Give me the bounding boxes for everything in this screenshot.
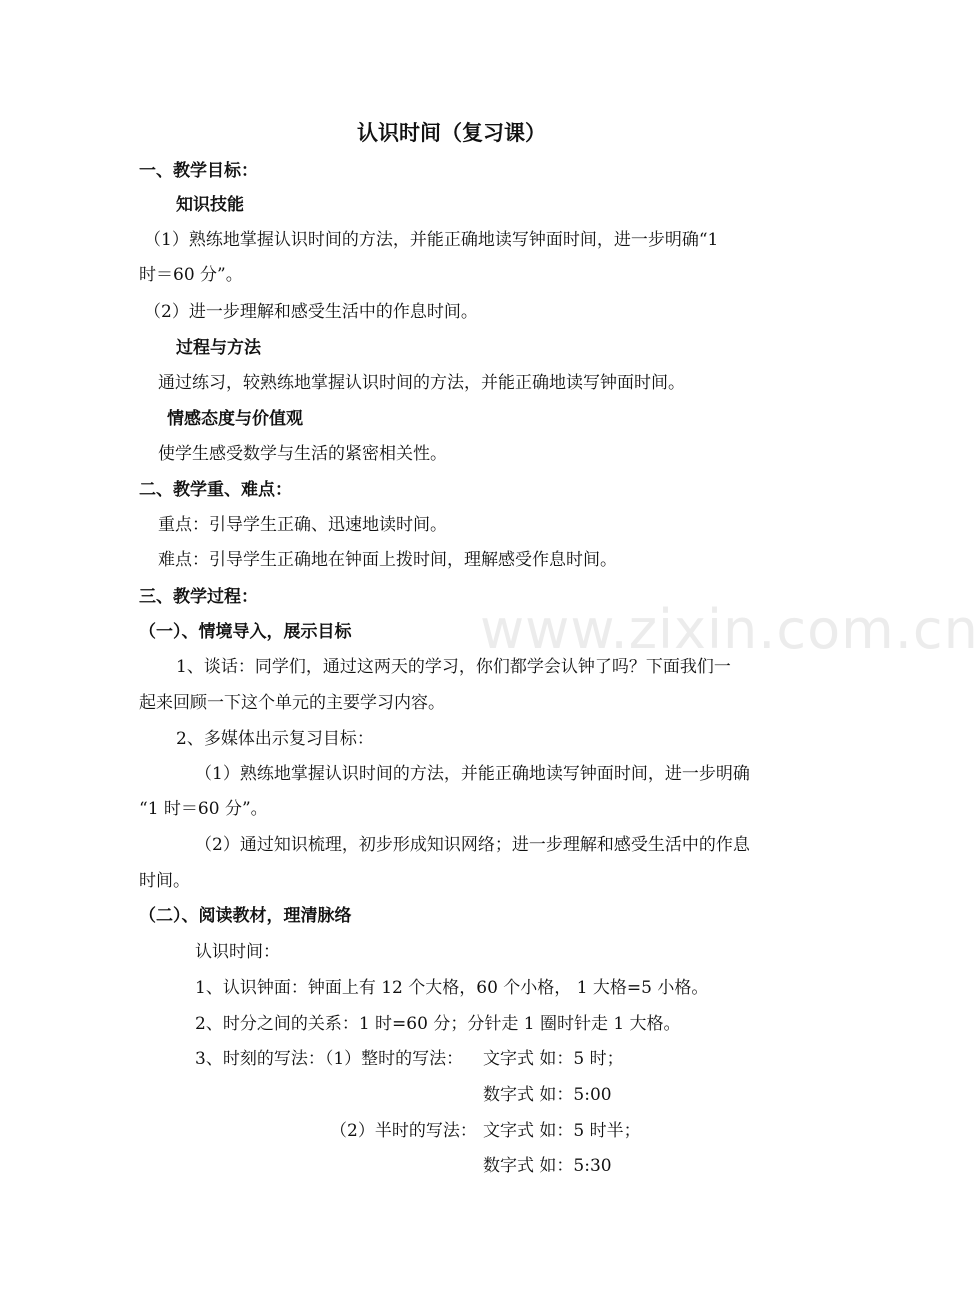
hour-minute-relation-item: 2、时分之间的关系：1 时=60 分；分针走 1 圈时针走 1 大格。	[195, 1014, 681, 1034]
subheading-emotion: 情感态度与价值观	[167, 409, 303, 429]
talk-line-1: 1、谈话：同学们，通过这两天的学习，你们都学会认钟了吗？下面我们一	[176, 657, 731, 677]
part-2-heading: （二）、阅读教材，理清脉络	[139, 906, 352, 926]
page-title: 认识时间（复习课）	[357, 121, 546, 145]
time-writing-prefix: 3、时刻的写法：（1）整时的写法：	[195, 1049, 464, 1069]
emotion-text: 使学生感受数学与生活的紧密相关性。	[158, 444, 447, 464]
subheading-knowledge: 知识技能	[176, 195, 244, 215]
talk-line-2: 起来回顾一下这个单元的主要学习内容。	[139, 693, 445, 713]
review-goal-2-line-1: （2）通过知识梳理，初步形成知识网络；进一步理解和感受生活中的作息	[195, 835, 750, 855]
half-hour-digital-form: 数字式 如：5:30	[483, 1156, 612, 1176]
whole-hour-digital-form: 数字式 如：5:00	[483, 1085, 612, 1105]
watermark: www.zixin.com.cn	[480, 598, 979, 661]
knowledge-item-1-line-1: （1）熟练地掌握认识时间的方法，并能正确地读写钟面时间，进一步明确“1	[144, 230, 719, 250]
section-heading-process: 三、教学过程：	[139, 587, 258, 607]
review-goal-1-line-1: （1）熟练地掌握认识时间的方法，并能正确地读写钟面时间，进一步明确	[195, 764, 750, 784]
review-goal-2-line-2: 时间。	[139, 871, 190, 891]
half-hour-text-form: 文字式 如：5 时半；	[483, 1121, 641, 1141]
half-hour-prefix: （2）半时的写法：	[330, 1121, 477, 1141]
recognize-time-label: 认识时间：	[195, 942, 280, 962]
key-point-text: 重点：引导学生正确、迅速地读时间。	[158, 515, 447, 535]
section-heading-goals: 一、教学目标：	[139, 161, 258, 181]
review-goal-1-line-2: “1 时＝60 分”。	[139, 799, 268, 819]
knowledge-item-1-line-2: 时＝60 分”。	[139, 265, 243, 285]
process-text: 通过练习，较熟练地掌握认识时间的方法，并能正确地读写钟面时间。	[158, 373, 685, 393]
clock-face-item: 1、认识钟面：钟面上有 12 个大格，60 个小格， 1 大格=5 小格。	[195, 978, 709, 998]
knowledge-item-2: （2）进一步理解和感受生活中的作息时间。	[144, 302, 478, 322]
part-1-heading: （一）、情境导入，展示目标	[139, 622, 352, 642]
whole-hour-text-form: 文字式 如：5 时；	[483, 1049, 624, 1069]
difficulty-text: 难点：引导学生正确地在钟面上拨时间，理解感受作息时间。	[158, 550, 617, 570]
media-goals-line: 2、多媒体出示复习目标：	[176, 729, 374, 749]
section-heading-key-points: 二、教学重、难点：	[139, 480, 292, 500]
subheading-process: 过程与方法	[176, 338, 261, 358]
